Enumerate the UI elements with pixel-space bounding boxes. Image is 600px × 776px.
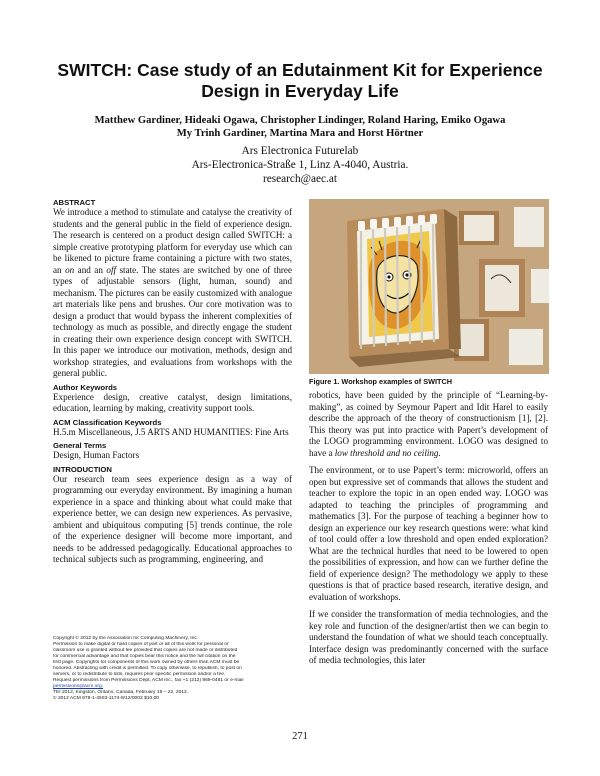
affiliation-org: Ars Electronica Futurelab bbox=[241, 145, 359, 157]
workshop-photo bbox=[309, 199, 549, 374]
authors-line-1: Matthew Gardiner, Hideaki Ogawa, Christopher Lindinger, Roland Haring, Emiko Ogawa bbox=[94, 115, 506, 126]
author-list bbox=[40, 114, 560, 140]
abstract-heading: ABSTRACT bbox=[53, 198, 96, 207]
affiliation-email: research@aec.at bbox=[262, 173, 338, 185]
author-keywords-text: Experience design, creative catalyst, design limitations, education, learning by making, creativity support tools. bbox=[53, 391, 292, 413]
right-paragraph-2: The environment, or to use Papert’s term: microworld, offers an open but expressive set of commands that allows the student and teacher to explore the topic in an open ended way. LOGO was adapted to teaching the principles of programming and mathematics [3]. For the purpose of teaching a beginner how to design an experience our key research questions were: what kind of tool could offer a low threshold and open ended exploration? What are the technical hurdles that need to be lowered to open the possibilities of expression, and how can we further define the field of experience design? The methodology we apply to these questions is that of practice based research, iterative design, and evaluation of workshops. bbox=[309, 465, 548, 602]
copyright-notice: Copyright © 2012 by the Association for Computing Machinery, Inc. Permission to make digital or hard copies of part or all of this work for personal or classroom use is granted without fee provided that copies are not made or distributed for commercial advantage and that copies bear this notice and the full citation on the first page. Copyrights for components of this work owned by others than ACM must be honored. Abstracting with credit is permitted. To copy otherwise, to republish, to post on servers, or to redistribute to lists, requires prior specific permission and/or a fee. Request permissions from Permissions Dept, ACM Inc., fax +1 (212) 869-0481 or e-mail permissions@acm.org. TEI 2012, Kingston, Ontario, Canada, February 19 – 22, 2012. © 2012 ACM 978-1-4503-1174-8/12/0002 $10.00 bbox=[53, 636, 292, 703]
author-keywords-heading: Author Keywords bbox=[53, 382, 118, 392]
general-terms-heading: General Terms bbox=[53, 441, 107, 450]
page-number: 271 bbox=[292, 731, 308, 742]
general-terms-text: Design, Human Factors bbox=[53, 450, 140, 460]
right-paragraph-1: robotics, have been guided by the principle of “Learning-by-making”, as coined by Seymour Papert and Idit Harel to easily describe the approach of the theory of constructionism [1], [2]. This theory was put into practice with Papert’s development of the LOGO programming environment. LOGO was designed to have a low threshold and no ceiling. bbox=[309, 390, 548, 458]
affiliation-block bbox=[40, 144, 560, 186]
paper-title: SWITCH: Case study of an Edutainment Kit for Experience Design in Everyday Life bbox=[57, 60, 543, 101]
acm-classification-text: H.5.m Miscellaneous, J.5 ARTS AND HUMANITIES: Fine Arts bbox=[53, 426, 289, 437]
figure-caption: Figure 1. Workshop examples of SWITCH bbox=[309, 377, 452, 386]
affiliation-address: Ars-Electronica-Straße 1, Linz A-4040, Austria. bbox=[191, 159, 409, 171]
right-paragraph-3: If we consider the transformation of media technologies, and the key role and function of the designer/artist then we can begin to understand the foundation of what we should teach conceptually. Interface design was predominantly concerned with the surface of media technologies, this later bbox=[309, 609, 548, 665]
authors-line-2: My Trinh Gardiner, Martina Mara and Horst Hörtner bbox=[176, 128, 424, 139]
introduction-text: Our research team sees experience design as a way of programming our everyday environment. By imagining a human experience in a space and thinking about what could make that experience better, we can design new experiences. As pervasive, ambient and ubiquitous computing [5] trends continue, the role of the experience designer will become more important, and needs to be addressed pedagogically. Educational approaches to technical subjects such as programming, engineering, and bbox=[53, 473, 292, 564]
abstract-text: We introduce a method to stimulate and catalyse the creativity of students and the general public in the field of experience design. The research is centered on a product design called SWITCH: a simple creative prototyping platform for everyday use which can be likened to picture frame containing a picture with two states, an on and an off state. The states are switched by one of three types of adjustable sensors (light, human, sound) and mechanism. The pictures can be easily customized with analogue art materials like pens and brushes. Our core motivation was to design a product that would bypass the inherent complexities of technology as much as possible, and directly engage the student in creating their own experience design concept with SWITCH. In this paper we introduce our motivation, methods, design and workshop strategies, and evaluations from workshops with the general public. bbox=[53, 207, 293, 378]
left-column bbox=[53, 198, 292, 566]
permissions-email-link[interactable]: permissions@acm.org. bbox=[53, 684, 104, 690]
introduction-heading: INTRODUCTION bbox=[53, 464, 112, 474]
right-column bbox=[309, 390, 548, 667]
acm-classification-heading: ACM Classification Keywords bbox=[53, 417, 162, 427]
